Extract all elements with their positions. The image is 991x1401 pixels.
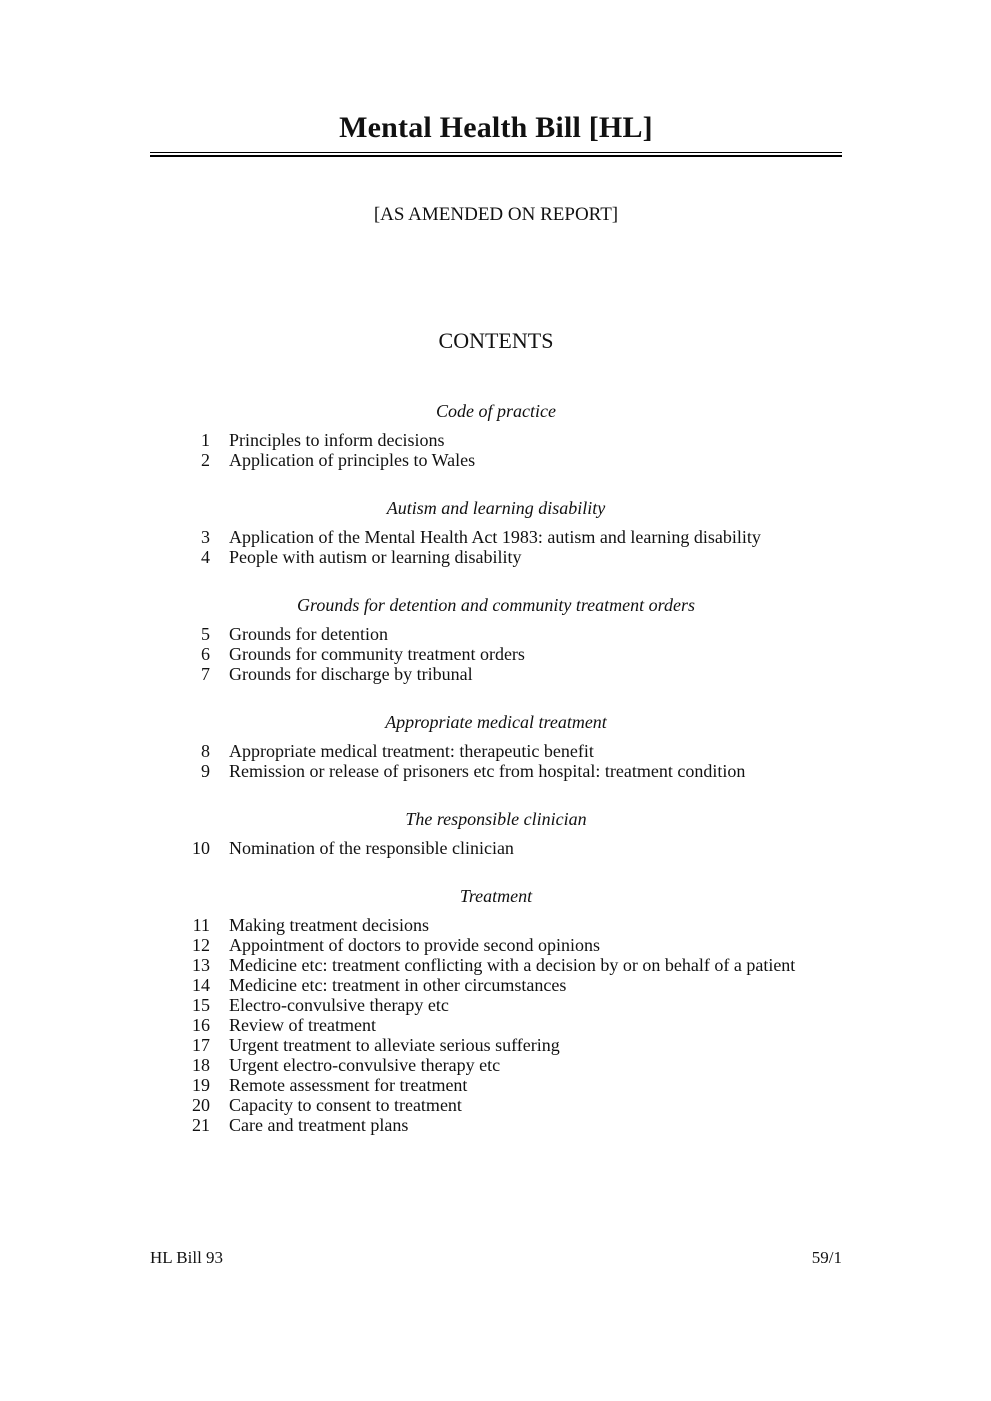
section-items (150, 430, 850, 470)
contents-heading: CONTENTS (438, 328, 554, 353)
clause-number: 14 (192, 975, 210, 995)
clause-title: Appointment of doctors to provide second opinions (229, 935, 600, 955)
clause-number: 8 (201, 741, 210, 761)
clause-title: Review of treatment (229, 1015, 376, 1035)
clause-title: Principles to inform decisions (229, 430, 445, 450)
toc-section (150, 496, 850, 567)
clause-number: 9 (201, 761, 210, 781)
clause-title: Care and treatment plans (229, 1115, 409, 1135)
toc-section (150, 807, 850, 858)
section-heading: Grounds for detention and community treatment orders (297, 595, 695, 615)
toc-item[interactable] (150, 995, 850, 1015)
clause-title: People with autism or learning disability (229, 547, 522, 567)
clause-number: 17 (192, 1035, 210, 1055)
clause-number: 15 (192, 995, 210, 1015)
toc-item[interactable] (150, 1055, 850, 1075)
section-heading: Treatment (459, 886, 533, 906)
toc-item[interactable] (150, 430, 850, 450)
clause-number: 10 (192, 838, 210, 858)
clause-title: Application of the Mental Health Act 1983: autism and learning disability (229, 527, 761, 547)
title-rule-thin (150, 152, 842, 153)
toc-section (150, 884, 850, 1135)
toc-item[interactable] (150, 624, 850, 644)
title-rule-thick (150, 155, 842, 157)
section-heading: Appropriate medical treatment (385, 712, 607, 732)
toc-item[interactable] (150, 527, 850, 547)
section-heading: The responsible clinician (405, 809, 587, 829)
clause-number: 6 (201, 644, 210, 664)
toc-item[interactable] (150, 975, 850, 995)
clause-title: Medicine etc: treatment conflicting with a decision by or on behalf of a patient (229, 955, 796, 975)
clause-number: 3 (201, 527, 210, 547)
clause-title: Urgent treatment to alleviate serious suffering (229, 1035, 560, 1055)
toc-item[interactable] (150, 1015, 850, 1035)
table-of-contents (150, 399, 850, 1135)
clause-number: 7 (201, 664, 210, 684)
toc-section (150, 710, 850, 781)
clause-number: 16 (192, 1015, 210, 1035)
clause-number: 11 (192, 915, 210, 935)
toc-item[interactable] (150, 664, 850, 684)
section-items (150, 527, 850, 567)
toc-item[interactable] (150, 955, 850, 975)
clause-number: 5 (201, 624, 210, 644)
toc-item[interactable] (150, 547, 850, 567)
toc-item[interactable] (150, 1095, 850, 1115)
clause-title: Remote assessment for treatment (229, 1075, 468, 1095)
clause-number: 21 (192, 1115, 210, 1135)
section-heading: Code of practice (436, 401, 556, 421)
bill-title: Mental Health Bill [HL] (339, 111, 653, 144)
clause-title: Capacity to consent to treatment (229, 1095, 462, 1115)
toc-section (150, 593, 850, 684)
clause-title: Making treatment decisions (229, 915, 429, 935)
clause-title: Appropriate medical treatment: therapeutic benefit (229, 741, 594, 761)
toc-section (150, 399, 850, 470)
toc-item[interactable] (150, 644, 850, 664)
clause-number: 19 (192, 1075, 210, 1095)
clause-title: Grounds for detention (229, 624, 388, 644)
clause-title: Grounds for community treatment orders (229, 644, 525, 664)
clause-title: Remission or release of prisoners etc from hospital: treatment condition (229, 761, 746, 781)
clause-title: Grounds for discharge by tribunal (229, 664, 473, 684)
clause-number: 13 (192, 955, 210, 975)
toc-item[interactable] (150, 1035, 850, 1055)
toc-item[interactable] (150, 915, 850, 935)
clause-title: Application of principles to Wales (229, 450, 476, 470)
toc-item[interactable] (150, 838, 850, 858)
bill-reference: HL Bill 93 (150, 1248, 224, 1267)
clause-number: 1 (201, 430, 210, 450)
toc-item[interactable] (150, 450, 850, 470)
toc-item[interactable] (150, 1115, 850, 1135)
section-items (150, 915, 850, 1135)
section-items (150, 624, 850, 684)
clause-number: 20 (192, 1095, 210, 1115)
toc-item[interactable] (150, 761, 850, 781)
toc-item[interactable] (150, 741, 850, 761)
clause-title: Medicine etc: treatment in other circumstances (229, 975, 567, 995)
clause-number: 18 (192, 1055, 210, 1075)
page-reference: 59/1 (811, 1248, 842, 1267)
clause-number: 12 (192, 935, 210, 955)
clause-number: 2 (201, 450, 210, 470)
toc-item[interactable] (150, 935, 850, 955)
clause-title: Nomination of the responsible clinician (229, 838, 514, 858)
clause-title: Electro-convulsive therapy etc (229, 995, 449, 1015)
clause-title: Urgent electro-convulsive therapy etc (229, 1055, 501, 1075)
section-heading: Autism and learning disability (386, 498, 606, 518)
section-items (150, 838, 850, 858)
toc-item[interactable] (150, 1075, 850, 1095)
clause-number: 4 (201, 547, 210, 567)
section-items (150, 741, 850, 781)
amendment-status: [AS AMENDED ON REPORT] (373, 204, 619, 225)
